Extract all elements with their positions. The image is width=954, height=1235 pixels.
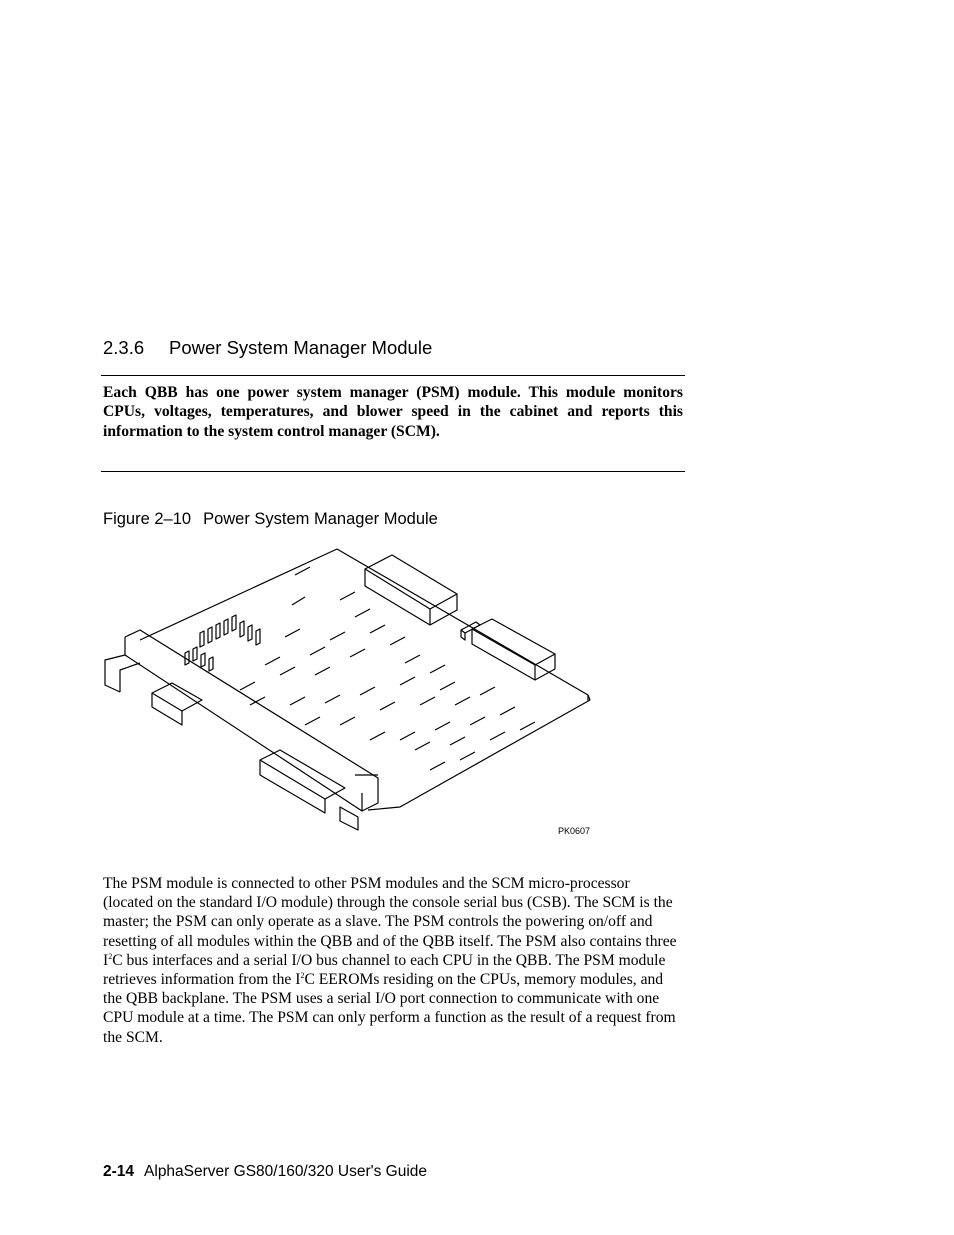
psm-module-drawing xyxy=(100,545,600,845)
section-number: 2.3.6 xyxy=(103,337,145,358)
figure-id: PK0607 xyxy=(558,826,591,836)
document-title: AlphaServer GS80/160/320 User's Guide xyxy=(144,1163,428,1180)
page-number: 2-14 xyxy=(103,1163,135,1180)
figure-caption xyxy=(103,510,438,529)
section-summary: Each QBB has one power system manager (PSM) module. This module monitors CPUs, voltages, temperatures, and blower speed in the cabinet and reports this information to the system control manager (SCM). xyxy=(103,384,683,440)
summary-bottom-rule xyxy=(101,471,685,472)
section-heading xyxy=(103,337,432,359)
superscript-2: 2 xyxy=(300,971,305,981)
page-footer xyxy=(103,1163,427,1181)
section-title: Power System Manager Module xyxy=(169,337,433,358)
body-text-part-3: C EEROMs residing on the CPUs, memory modules, and the QBB backplane. The PSM uses a serial I/O port connection to communicate with one CPU module at a time. The PSM can only perform a function as the result of a request from the SCM. xyxy=(103,971,676,1046)
psm-module-illustration xyxy=(100,545,600,845)
superscript-2: 2 xyxy=(108,951,113,961)
body-text-part-2: C bus interfaces and a serial I/O bus channel to each CPU in the QBB. The PSM module retrieves information from the I xyxy=(103,951,666,989)
body-paragraph xyxy=(103,874,683,1047)
figure-title: Power System Manager Module xyxy=(203,510,438,528)
summary-top-rule xyxy=(101,375,685,376)
figure-number: Figure 2–10 xyxy=(103,510,192,528)
body-text-part-1: The PSM module is connected to other PSM modules and the SCM micro-processor (located on the standard I/O module) through the console serial bus (CSB). The SCM is the master; the PSM can only operate as a slave. The PSM controls the powering on/off and resetting of all modules within the QBB and of the QBB itself. The PSM also contains three I xyxy=(103,875,677,969)
